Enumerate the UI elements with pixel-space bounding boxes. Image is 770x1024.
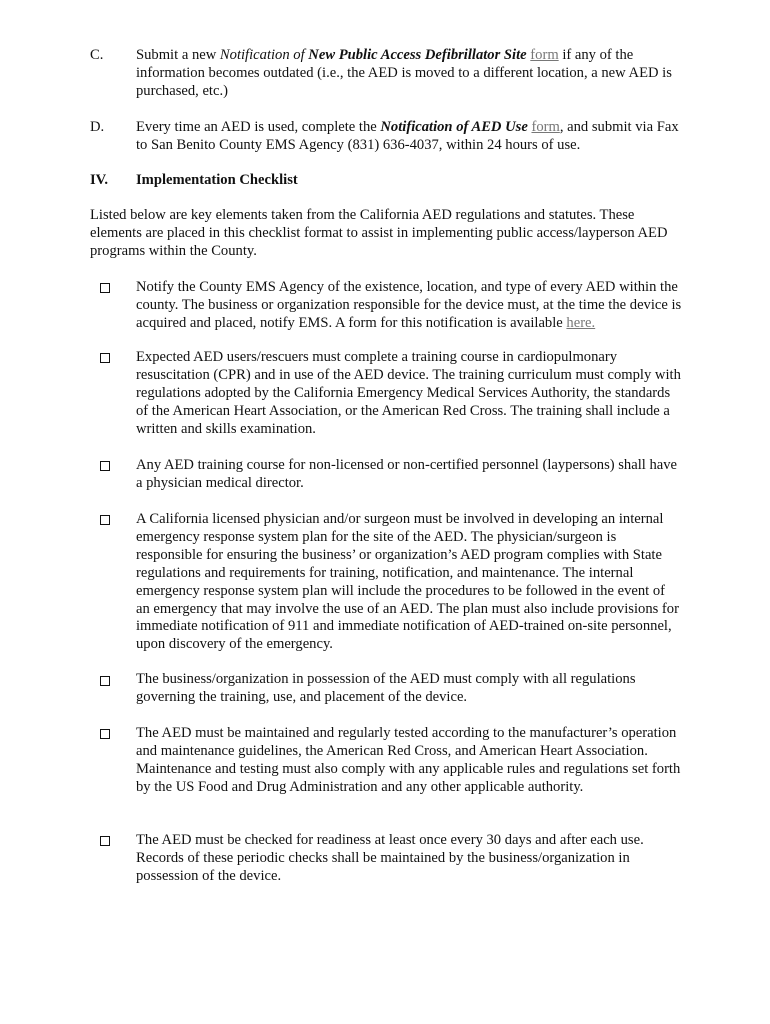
- checklist-checkbox-6[interactable]: [100, 729, 110, 739]
- notification-form-link[interactable]: here.: [566, 314, 596, 331]
- section-c-post: if any of the information becomes outdated (i.e., the AED is moved to a different location, a new AED is purchased, etc.): [136, 47, 672, 99]
- checklist-item-3: Any AED training course for non-licensed or non-certified personnel (laypersons) shall have a physician medical director.: [136, 457, 678, 491]
- checklist-checkbox-7[interactable]: [100, 836, 110, 846]
- checklist-item-4: A California licensed physician and/or surgeon must be involved in developing an internal emergency response system plan for the site of the AED. The physician/surgeon is responsible for ensuring the business’ or organization’s AED program complies with State regulations and requirements for training, notification, and maintenance. The internal emergency response system plan will include the procedures to be followed in the event of an emergency that may involve the use of an AED. The plan must also include provisions for immediate notification of 911 and immediate notification of AED-trained on-site personnel, upon discovery of the emergency.: [136, 511, 679, 653]
- section-iv-intro: Listed below are key elements taken from the California AED regulations and statutes. These elements are placed in this checklist format to assist in implementing public access/layperson AED programs within the County.: [90, 207, 668, 259]
- checklist-item-7: The AED must be checked for readiness at least once every 30 days and after each use. Records of these periodic checks shall be maintained by the business/organization in possession of the device.: [136, 832, 644, 884]
- section-d-marker: D.: [90, 119, 105, 135]
- checklist-checkbox-3[interactable]: [100, 461, 110, 471]
- section-d-form-title: Notification of AED Use: [380, 119, 528, 135]
- section-d-text: [136, 119, 682, 155]
- checklist-checkbox-5[interactable]: [100, 676, 110, 686]
- checklist-item-1-text: Notify the County EMS Agency of the existence, location, and type of every AED within the county. The business or organization responsible for the device must, at the time the device is acquired and placed, notify EMS. A form for this notification is available: [136, 279, 682, 331]
- checklist-item-6: The AED must be maintained and regularly tested according to the manufacturer’s operation and maintenance guidelines, the American Red Cross, and American Heart Association. Maintenance and testing must also comply with any applicable rules and regulations set forth by the US Food and Drug Administration and any other applicable authority.: [136, 725, 681, 795]
- checklist-item-2: Expected AED users/rescuers must complete a training course in cardiopulmonary resuscitation (CPR) and in use of the AED device. The training curriculum must comply with regulations adopted by the California Emergency Medical Services Authority, the standards of the American Heart Association, or the American Red Cross. The training shall include a written and skills examination.: [136, 349, 681, 437]
- checklist-item-1: [136, 279, 682, 333]
- section-d-form-link[interactable]: form: [531, 119, 560, 135]
- section-d-post: , and submit via Fax to San Benito County EMS Agency (831) 636-4037, within 24 hours of use.: [136, 119, 679, 153]
- checklist-checkbox-2[interactable]: [100, 353, 110, 363]
- section-iv-title: Implementation Checklist: [136, 172, 298, 188]
- checklist-item-5: The business/organization in possession of the AED must comply with all regulations governing the training, use, and placement of the device.: [136, 671, 636, 705]
- section-c-italic: Notification of: [219, 47, 309, 63]
- section-d-pre: Every time an AED is used, complete the: [136, 119, 381, 135]
- section-iv-number: IV.: [90, 172, 108, 188]
- checklist-checkbox-4[interactable]: [100, 515, 110, 525]
- section-c-form-link[interactable]: form: [530, 47, 559, 63]
- section-c-marker: C.: [90, 47, 104, 63]
- section-c-pre: Submit a new: [136, 47, 220, 63]
- checklist-checkbox-1[interactable]: [100, 283, 110, 293]
- section-c-text: [136, 47, 682, 101]
- section-c-form-title: New Public Access Defibrillator Site: [308, 47, 527, 63]
